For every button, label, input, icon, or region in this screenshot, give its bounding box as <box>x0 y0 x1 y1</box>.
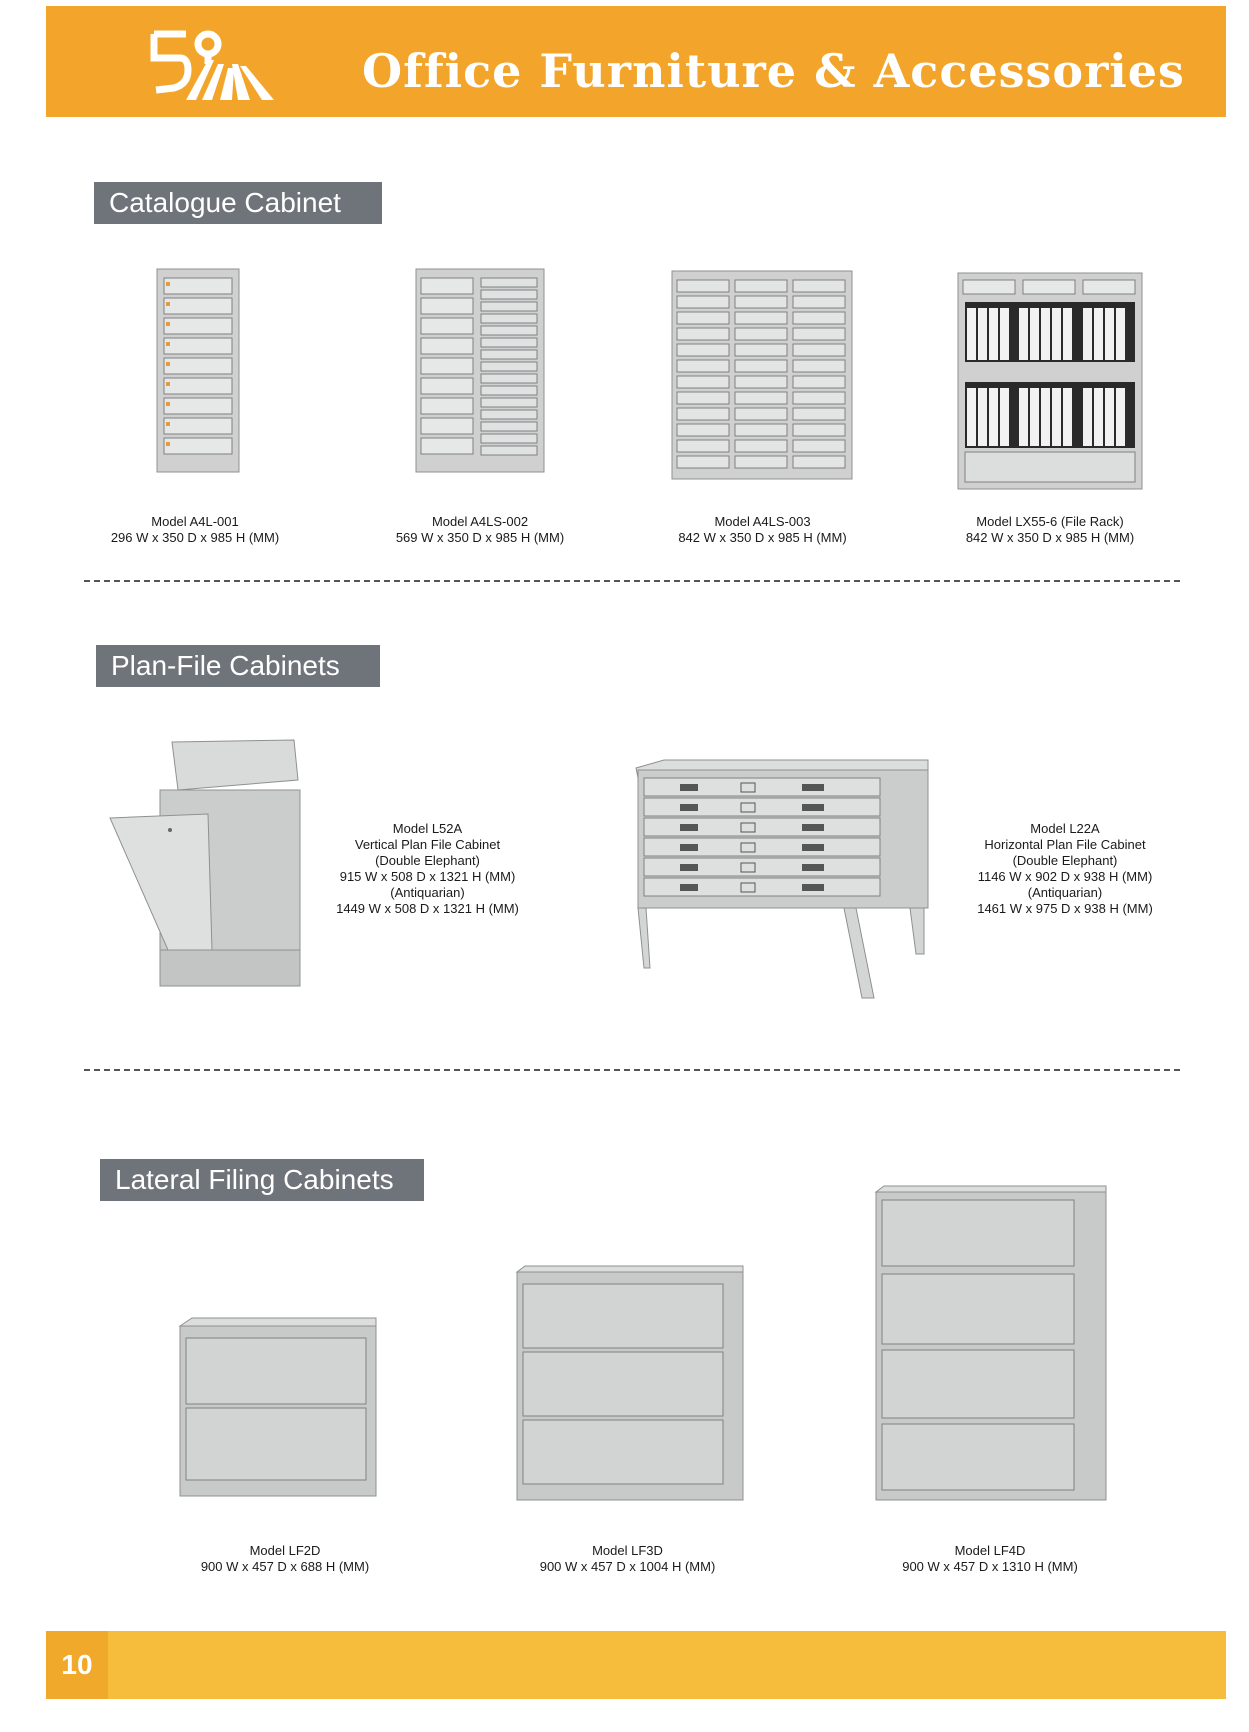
model-name: Model LX55-6 (File Rack) <box>976 514 1124 529</box>
section-label-plan-file-cabinets: Plan-File Cabinets <box>96 645 380 687</box>
product-image-l52a <box>108 738 306 990</box>
model-dimensions: 900 W x 457 D x 1004 H (MM) <box>539 1559 716 1574</box>
page-title: Office Furniture & Accessories <box>362 44 1185 98</box>
product-image-a4ls-002 <box>415 268 545 473</box>
model-name: Model L52A <box>392 821 463 836</box>
product-image-lx55-6 <box>957 272 1143 490</box>
product-image-a4ls-003 <box>671 270 853 480</box>
model-dimensions: 900 W x 457 D x 1310 H (MM) <box>902 1559 1078 1574</box>
model-dimensions: 569 W x 350 D x 985 H (MM) <box>395 530 565 545</box>
model-dimensions: 296 W x 350 D x 985 H (MM) <box>110 530 280 545</box>
caption-a4l-001 <box>90 514 300 546</box>
caption-lf3d <box>515 1543 740 1575</box>
page-footer-bar <box>46 1631 1226 1699</box>
caption-l52a <box>320 821 535 917</box>
model-dimensions: 1449 W x 508 D x 1321 H (MM) <box>336 901 519 916</box>
caption-lf4d <box>880 1543 1100 1575</box>
model-name: Model LF4D <box>954 1543 1026 1558</box>
model-size-label: (Antiquarian) <box>1027 885 1103 900</box>
product-image-a4l-001 <box>156 268 240 473</box>
page-header <box>46 6 1226 117</box>
model-description: Horizontal Plan File Cabinet <box>984 837 1146 852</box>
model-dimensions: 842 W x 350 D x 985 H (MM) <box>678 530 847 545</box>
model-name: Model A4L-001 <box>151 514 239 529</box>
product-image-lf4d <box>874 1184 1108 1502</box>
caption-a4ls-002 <box>365 514 595 546</box>
model-name: Model L22A <box>1030 821 1100 836</box>
product-image-lf3d <box>515 1264 745 1502</box>
caption-a4ls-003 <box>650 514 875 546</box>
model-name: Model LF3D <box>592 1543 663 1558</box>
model-size-label: (Double Elephant) <box>375 853 480 868</box>
section-divider <box>84 580 1180 582</box>
model-name: Model A4LS-002 <box>431 514 529 529</box>
model-name: Model A4LS-003 <box>714 514 811 529</box>
section-label-catalogue-cabinet: Catalogue Cabinet <box>94 182 382 224</box>
model-dimensions: 915 W x 508 D x 1321 H (MM) <box>339 869 516 884</box>
model-name: Model LF2D <box>249 1543 321 1558</box>
section-label-lateral-filing-cabinets: Lateral Filing Cabinets <box>100 1159 424 1201</box>
caption-lf2d <box>180 1543 390 1575</box>
caption-l22a <box>955 821 1175 917</box>
page-number: 10 <box>46 1631 108 1699</box>
model-dimensions: 1461 W x 975 D x 938 H (MM) <box>977 901 1153 916</box>
product-image-l22a <box>634 758 930 1002</box>
model-size-label: (Double Elephant) <box>1012 853 1118 868</box>
model-dimensions: 842 W x 350 D x 985 H (MM) <box>965 530 1135 545</box>
company-logo-icon <box>146 24 276 104</box>
product-image-lf2d <box>178 1316 378 1498</box>
model-description: Vertical Plan File Cabinet <box>354 837 501 852</box>
model-size-label: (Antiquarian) <box>390 885 465 900</box>
model-dimensions: 900 W x 457 D x 688 H (MM) <box>200 1559 370 1574</box>
caption-lx55-6 <box>935 514 1165 546</box>
model-dimensions: 1146 W x 902 D x 938 H (MM) <box>977 869 1153 884</box>
section-divider <box>84 1069 1180 1071</box>
